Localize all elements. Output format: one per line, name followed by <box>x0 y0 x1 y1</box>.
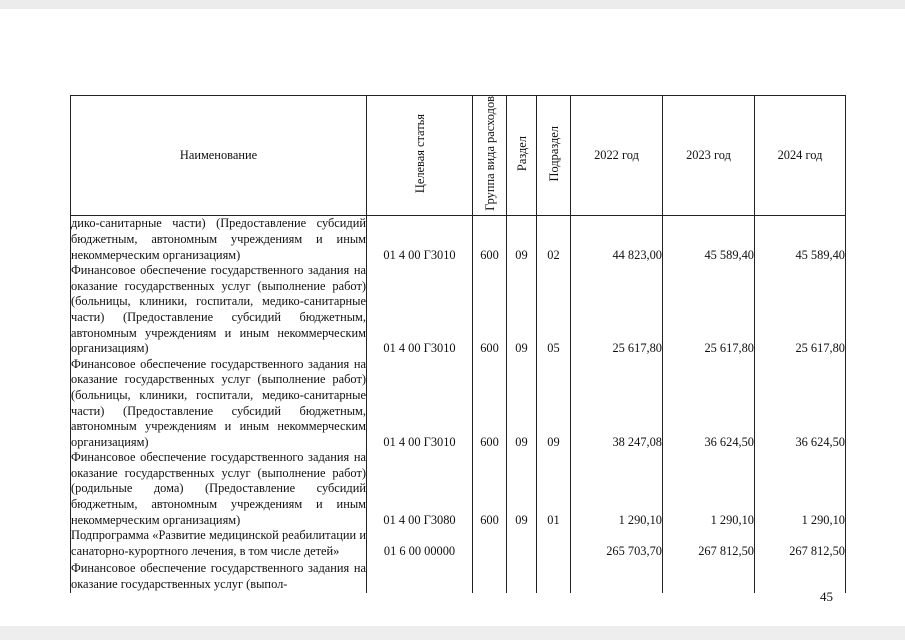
row-section: 09 <box>507 263 537 357</box>
row-target-article: 01 4 00 Г3010 <box>367 216 473 263</box>
row-name: Финансовое обеспечение государственного задания на оказание государственных услуг (выполнение работ) (родильные дома) (Предоставление субсидий бюджетным, автономным учреждениям и иным некоммерческим организациям) <box>71 450 366 527</box>
row-name: Подпрограмма «Развитие медицинской реабилитации и санаторно-курортного лечения, в том числе детей» <box>71 528 366 558</box>
row-section <box>507 559 537 593</box>
row-2022 <box>571 559 663 593</box>
header-2023: 2023 год <box>663 96 755 216</box>
row-2024: 267 812,50 <box>755 528 846 559</box>
row-expense-group: 600 <box>473 357 507 451</box>
row-subsection: 05 <box>537 263 571 357</box>
row-name: Финансовое обеспечение государственного задания на оказание государственных услуг (выпол- <box>71 559 367 593</box>
row-2024: 25 617,80 <box>755 263 846 357</box>
scan-edge-top <box>0 0 905 9</box>
row-section <box>507 528 537 559</box>
row-subsection <box>537 528 571 559</box>
row-name: Финансовое обеспечение государственного задания на оказание государственных услуг (выполнение работ) (больницы, клиники, госпитали, медико-санитарные части) (Предоставление субсидий бюджетным, автономным учреждениям и иным некоммерческим организациям) <box>71 356 366 449</box>
row-expense-group: 600 <box>473 263 507 357</box>
scan-edge-bottom <box>0 626 905 640</box>
row-2024: 36 624,50 <box>755 357 846 451</box>
row-2022: 44 823,00 <box>571 216 663 263</box>
row-subsection: 02 <box>537 216 571 263</box>
table-row <box>71 559 846 593</box>
header-name: Наименование <box>71 96 367 216</box>
row-expense-group <box>473 559 507 593</box>
row-expense-group: 600 <box>473 216 507 263</box>
row-expense-group: 600 <box>473 450 507 528</box>
header-expense-group: Группа вида расходов <box>473 96 507 216</box>
row-2024: 45 589,40 <box>755 216 846 263</box>
table-row <box>71 216 846 263</box>
row-2023: 1 290,10 <box>663 450 755 528</box>
row-2023: 45 589,40 <box>663 216 755 263</box>
row-2023: 267 812,50 <box>663 528 755 559</box>
table-row <box>71 450 846 528</box>
row-2023: 25 617,80 <box>663 263 755 357</box>
header-row <box>71 96 846 216</box>
row-section: 09 <box>507 450 537 528</box>
table-row <box>71 357 846 451</box>
table-row <box>71 263 846 357</box>
row-2022: 25 617,80 <box>571 263 663 357</box>
row-subsection <box>537 559 571 593</box>
row-section: 09 <box>507 357 537 451</box>
row-name: Финансовое обеспечение государственного задания на оказание государственных услуг (выполнение работ) (больницы, клиники, госпитали, медико-санитарные части) (Предоставление субсидий бюджетным, автономным учреждениям и иным некоммерческим организациям) <box>71 263 366 356</box>
row-subsection: 01 <box>537 450 571 528</box>
row-2024: 1 290,10 <box>755 450 846 528</box>
header-2022: 2022 год <box>571 96 663 216</box>
row-expense-group <box>473 528 507 559</box>
row-2023 <box>663 559 755 593</box>
budget-table <box>70 95 846 593</box>
row-target-article: 01 6 00 00000 <box>367 528 473 559</box>
header-subsection: Подраздел <box>537 96 571 216</box>
row-target-article: 01 4 00 Г3080 <box>367 450 473 528</box>
header-section: Раздел <box>507 96 537 216</box>
row-name: дико-санитарные части) (Предоставление субсидий бюджетным, автономным учреждениям и иным некоммерческим организациям) <box>71 216 366 262</box>
row-target-article <box>367 559 473 593</box>
row-2022: 1 290,10 <box>571 450 663 528</box>
page-number: 45 <box>820 589 833 604</box>
row-target-article: 01 4 00 Г3010 <box>367 357 473 451</box>
row-2022: 265 703,70 <box>571 528 663 559</box>
row-2023: 36 624,50 <box>663 357 755 451</box>
row-2022: 38 247,08 <box>571 357 663 451</box>
row-subsection: 09 <box>537 357 571 451</box>
header-2024: 2024 год <box>755 96 846 216</box>
table-row <box>71 528 846 559</box>
row-target-article: 01 4 00 Г3010 <box>367 263 473 357</box>
header-target-article: Целевая статья <box>367 96 473 216</box>
row-section: 09 <box>507 216 537 263</box>
